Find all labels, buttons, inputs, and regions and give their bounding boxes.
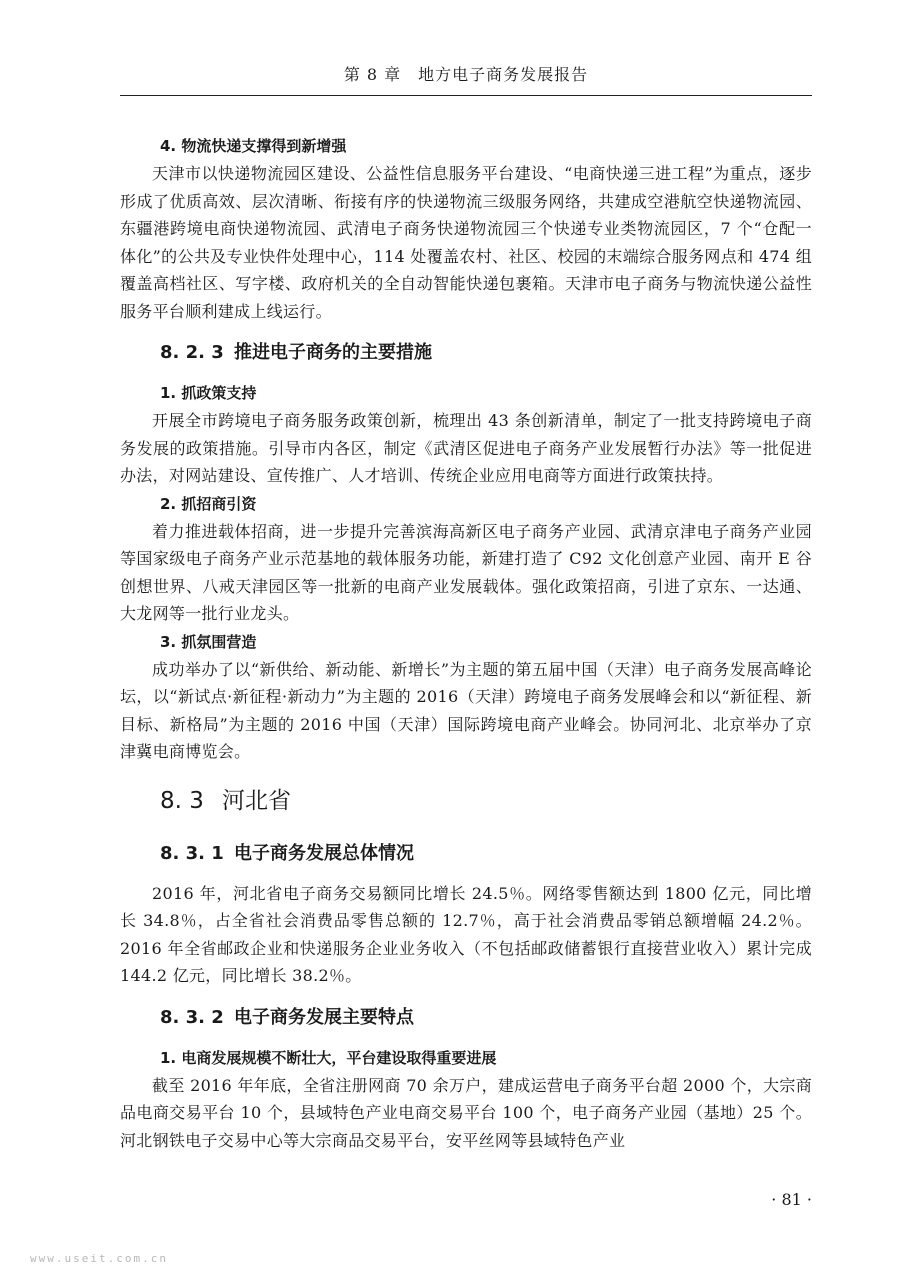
- page-body: [120, 132, 812, 1154]
- subsection-title: 推进电子商务的主要措施: [234, 342, 432, 363]
- section-title: 河北省: [222, 787, 291, 814]
- header-rule: [120, 95, 812, 96]
- section-number: 8. 3: [160, 787, 204, 814]
- subsection-number: 8. 2. 3: [160, 342, 224, 363]
- paragraph: 2016 年，河北省电子商务交易额同比增长 24.5％。网络零售额达到 1800 亿元，同比增长 34.8％，占全省社会消费品零售总额的 12.7％，高于社会消费品零销总额增幅 24.2％。2016 年全省邮政企业和快递服务企业业务收入（不包括邮政储蓄银行直接营业收入）累计完成 144.2 亿元，同比增长 38.2％。: [120, 883, 812, 985]
- watermark: www.useit.com.cn: [30, 1252, 168, 1265]
- page-number: · 81 ·: [771, 1190, 812, 1209]
- subsection-heading: [120, 1004, 812, 1032]
- item-heading: 1. 电商发展规模不断壮大，平台建设取得重要进展: [160, 1048, 497, 1067]
- paragraph: 成功举办了以“新供给、新动能、新增长”为主题的第五届中国（天津）电子商务发展高峰论坛，以“新试点·新征程·新动力”为主题的 2016（天津）跨境电子商务发展峰会和以“新征程、新目标、新格局”为主题的 2016 中国（天津）国际跨境电商产业峰会。协同河北、北京举办了京津冀电商博览会。: [120, 659, 812, 761]
- item-heading: 2. 抓招商引资: [160, 494, 257, 513]
- subsection-title: 电子商务发展主要特点: [234, 1006, 414, 1028]
- item-heading: 3. 抓氛围营造: [160, 632, 257, 651]
- subsection-title: 电子商务发展总体情况: [234, 842, 414, 864]
- running-header: 第 8 章 地方电子商务发展报告: [343, 65, 589, 84]
- paragraph: 着力推进载体招商，进一步提升完善滨海高新区电子商务产业园、武清京津电子商务产业园等国家级电子商务产业示范基地的载体服务功能，新建打造了 C92 文化创意产业园、南开 E 谷创想世界、八戒天津园区等一批新的电商产业发展载体。强化政策招商，引进了京东、一达通、大龙网等一批行业龙头。: [120, 521, 812, 623]
- subsection-heading: [120, 339, 812, 367]
- subsection-heading: [120, 840, 812, 868]
- paragraph: 开展全市跨境电子商务服务政策创新，梳理出 43 条创新清单，制定了一批支持跨境电子商务发展的政策措施。引导市内各区，制定《武清区促进电子商务产业发展暂行办法》等一批促进办法，对网站建设、宣传推广、人才培训、传统企业应用电商等方面进行政策扶持。: [120, 411, 812, 485]
- paragraph: 截至 2016 年年底，全省注册网商 70 余万户，建成运营电子商务平台超 2000 个，大宗商品电商交易平台 10 个，县域特色产业电商交易平台 100 个，电子商务产业园（基地）25 个。河北钢铁电子交易中心等大宗商品交易平台，安平丝网等县域特色产业: [120, 1075, 812, 1150]
- paragraph: 天津市以快递物流园区建设、公益性信息服务平台建设、“电商快递三进工程”为重点，逐步形成了优质高效、层次清晰、衔接有序的快递物流三级服务网络，共建成空港航空快递物流园、东疆港跨境电商快递物流园、武清电子商务快递物流园三个快递专业类物流园区，7 个“仓配一体化”的公共及专业快件处理中心，114 处覆盖农村、社区、校园的末端综合服务网点和 474 组覆盖高档社区、写字楼、政府机关的全自动智能快递包裹箱。天津市电子商务与物流快递公益性服务平台顺利建成上线运行。: [120, 164, 812, 321]
- item-heading: 4. 物流快递支撑得到新增强: [160, 137, 347, 155]
- subsection-number: 8. 3. 2: [160, 1006, 224, 1028]
- section-heading: [120, 784, 812, 818]
- item-heading: 1. 抓政策支持: [160, 384, 257, 402]
- subsection-number: 8. 3. 1: [160, 842, 224, 864]
